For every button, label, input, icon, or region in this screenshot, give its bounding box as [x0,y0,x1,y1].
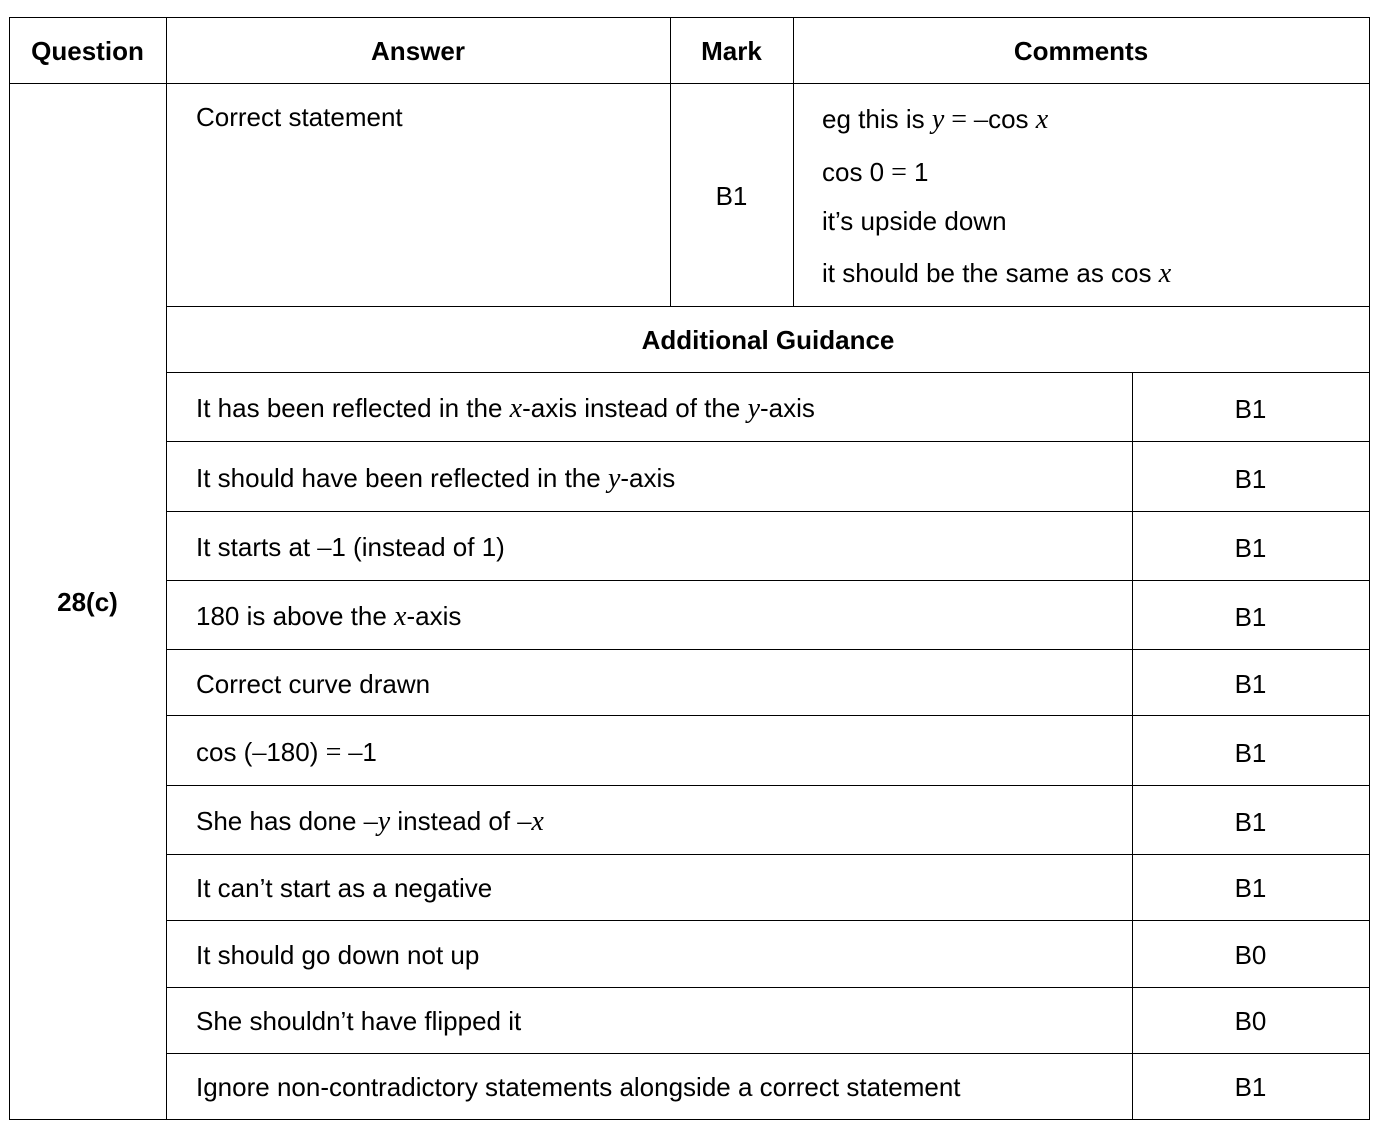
math-variable: x [531,806,544,837]
math-variable: x [1035,104,1049,135]
table-border-bottom [9,1119,1370,1120]
guidance-text: It starts at [196,532,318,562]
guidance-text: It has been reflected in the [196,393,510,423]
guidance-row-text [196,737,377,768]
guidance-row-mark: B0 [1234,1006,1267,1036]
header-divider [9,83,1370,84]
math-operator: = – [944,104,989,135]
guidance-text: 1 [362,737,377,767]
guidance-row-mark: B1 [1234,807,1267,837]
table-border-top [9,17,1370,18]
comment-line-2 [822,157,928,188]
guidance-row-text: It should go down not up [196,940,480,970]
row-divider [166,715,1370,716]
math-variable: y [931,104,945,135]
guidance-row-text: It can’t start as a negative [196,873,493,903]
comment-line-1 [822,104,1048,135]
math-variable: y [747,393,760,424]
guidance-row-mark: B1 [1234,533,1267,563]
row-divider [166,785,1370,786]
guidance-row-mark: B1 [1234,873,1267,903]
comment-text: it should be the same as cos [822,258,1159,288]
answer-text: Correct statement [196,102,403,132]
guidance-text: -axis instead of the [522,393,748,423]
guidance-text: -axis [760,393,815,423]
guidance-text: -axis [406,601,462,631]
guidance-row-text: She shouldn’t have flipped it [196,1006,522,1036]
math-variable: y [377,806,391,837]
math-operator: – [252,737,267,768]
row-divider [166,1053,1370,1054]
guidance-text: 180 is above the [196,601,395,631]
comment-text: 1 [913,157,929,187]
guidance-row-mark: B1 [1234,1072,1267,1102]
guidance-text: She has done [196,806,364,836]
comment-line-3: it’s upside down [822,206,1007,236]
guidance-row-text [196,532,505,563]
math-operator: – [517,806,532,837]
math-operator: – [363,806,378,837]
guidance-row-mark: B1 [1234,738,1267,768]
guidance-text: 1 (instead of 1) [331,532,505,562]
question-number: 28(c) [57,587,118,617]
table-border-right [1369,17,1370,1120]
header-question: Question [31,36,144,66]
math-variable: x [1158,258,1172,289]
header-comments: Comments [1013,36,1149,66]
answer-mark: B1 [715,181,748,211]
header-mark: Mark [701,36,762,66]
guidance-row-text: Correct curve drawn [196,669,431,699]
row-divider [166,854,1370,855]
math-operator: – [317,532,332,563]
math-operator: = – [325,737,363,768]
guidance-text: -axis [620,463,676,493]
guidance-row-mark: B1 [1234,464,1267,494]
math-variable: x [509,393,523,424]
row-divider [166,649,1370,650]
guidance-row-text [196,601,461,632]
row-divider [166,987,1370,988]
guidance-text: 180) [266,737,326,767]
guidance-title-divider [166,372,1370,373]
row-divider [166,511,1370,512]
guidance-row-mark: B1 [1234,394,1267,424]
comment-text: cos [988,104,1036,134]
math-operator: = [884,157,914,188]
guidance-text: cos ( [196,737,253,767]
guidance-title: Additional Guidance [641,325,895,355]
row-divider [166,441,1370,442]
guidance-row-mark: B0 [1234,940,1267,970]
guidance-text: It should have been reflected in the [196,463,608,493]
math-variable: y [607,463,621,494]
row-divider [166,920,1370,921]
guidance-row-mark: B1 [1234,602,1267,632]
guidance-row-text [196,463,675,494]
guidance-row-text [196,806,544,837]
question-column-divider [166,17,167,1120]
guidance-row-text: Ignore non-contradictory statements alongside a correct statement [196,1072,961,1102]
guidance-text: instead of [390,806,518,836]
comment-text: cos 0 [822,157,885,187]
comment-text: eg this is [822,104,932,134]
guidance-row-mark: B1 [1234,669,1267,699]
table-border-left [9,17,10,1120]
comment-line-4 [822,258,1171,289]
header-answer: Answer [371,36,465,66]
math-variable: x [394,601,407,632]
main-row-divider [166,306,1370,307]
row-divider [166,580,1370,581]
guidance-row-text [196,393,815,424]
